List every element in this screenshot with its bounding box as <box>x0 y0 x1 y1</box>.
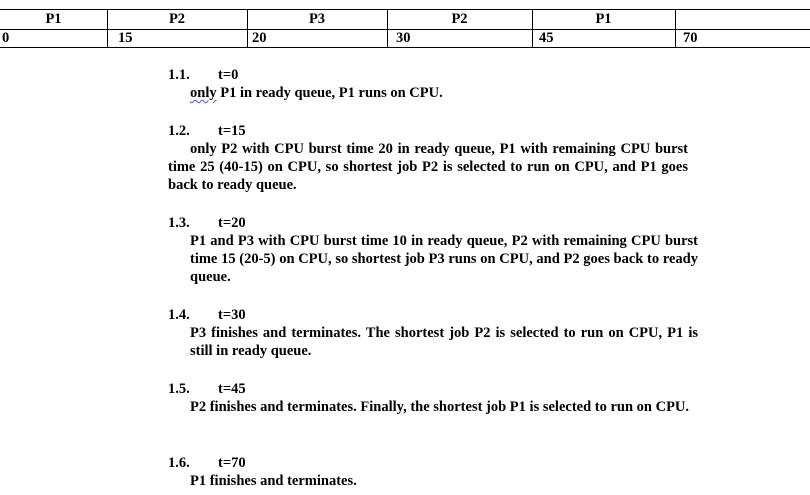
gantt-process-cell: P1 <box>45 11 62 27</box>
gantt-time-label: 45 <box>539 30 554 46</box>
gantt-time-row <box>0 28 810 48</box>
step-number: 1.6. <box>168 455 190 471</box>
spellcheck-underlined-word: only <box>190 85 217 101</box>
step-number: 1.3. <box>168 215 190 231</box>
step-time: t=70 <box>218 455 246 471</box>
step-description: P2 finishes and terminates. Finally, the shortest job P1 is selected to run on CPU. <box>190 399 690 415</box>
gantt-time-label: 70 <box>683 30 698 46</box>
step-time: t=45 <box>218 381 246 397</box>
gantt-time-label: 20 <box>252 30 267 46</box>
step-1-3 <box>168 214 698 286</box>
step-time: t=0 <box>218 67 239 83</box>
gantt-chart <box>0 0 810 48</box>
gantt-divider <box>675 9 676 47</box>
gantt-divider <box>387 9 388 47</box>
step-heading <box>168 454 698 472</box>
step-time: t=30 <box>218 307 246 323</box>
gantt-process-cell: P1 <box>595 11 612 27</box>
gantt-time-label: 15 <box>118 30 133 46</box>
gantt-divider <box>107 9 108 47</box>
step-number: 1.4. <box>168 307 190 323</box>
step-description: P1 and P3 with CPU burst time 10 in ready queue, P2 with remaining CPU burst time 15 (20-5) on CPU, so shortest job P3 runs on CPU, and P2 goes back to ready queue. <box>190 233 698 285</box>
step-description: P3 finishes and terminates. The shortest job P2 is selected to run on CPU, P1 is still in ready queue. <box>190 325 698 359</box>
step-description: only P2 with CPU burst time 20 in ready queue, P1 with remaining CPU burst time 25 (40-15) on CPU, so shortest job P2 is selected to run on CPU, and P1 goes back to ready queue. <box>168 141 688 193</box>
step-1-1 <box>168 66 698 102</box>
gantt-time-label: 30 <box>396 30 411 46</box>
gantt-divider <box>532 9 533 47</box>
step-number: 1.1. <box>168 67 190 83</box>
step-time: t=15 <box>218 123 246 139</box>
step-1-2 <box>168 122 698 194</box>
step-heading <box>168 380 698 398</box>
step-number: 1.2. <box>168 123 190 139</box>
step-number: 1.5. <box>168 381 190 397</box>
step-1-4 <box>168 306 698 360</box>
step-heading <box>168 214 698 232</box>
step-heading <box>168 122 698 140</box>
gantt-process-cell: P2 <box>168 11 186 27</box>
gantt-process-cell: P2 <box>451 11 468 27</box>
gantt-process-row <box>0 9 810 30</box>
gantt-divider <box>247 9 248 47</box>
step-time: t=20 <box>218 215 246 231</box>
step-description: P1 finishes and terminates. <box>190 473 357 489</box>
step-heading <box>168 66 698 84</box>
step-1-6 <box>168 454 698 490</box>
step-1-5 <box>168 380 698 416</box>
gantt-process-cell: P3 <box>308 11 326 27</box>
gantt-time-label: 0 <box>2 30 10 46</box>
step-heading <box>168 306 698 324</box>
step-description: only P1 in ready queue, P1 runs on CPU. <box>190 85 443 101</box>
